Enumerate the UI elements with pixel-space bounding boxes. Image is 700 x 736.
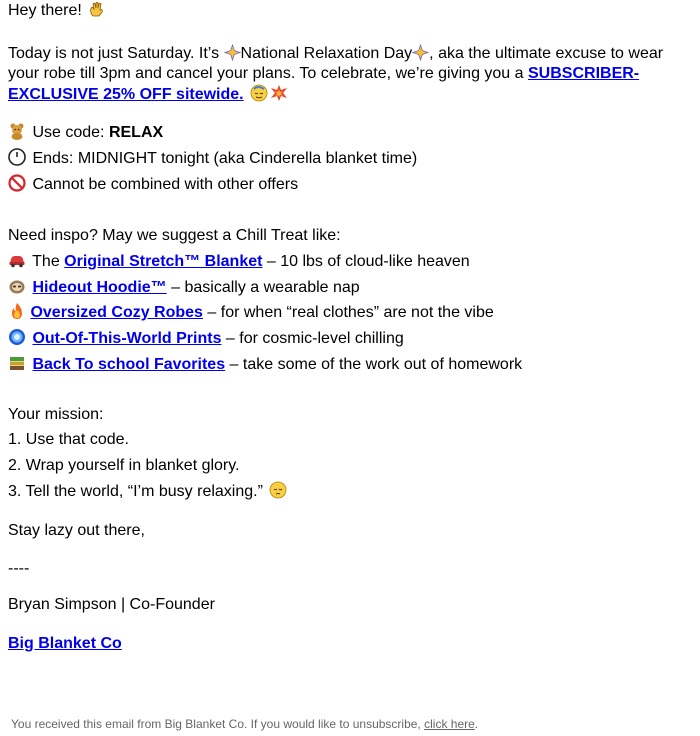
big-blanket-co-link[interactable]: Big Blanket Co bbox=[8, 635, 122, 652]
list-item: Hideout Hoodie™ – basically a wearable nap bbox=[8, 277, 360, 298]
unsubscribe-link[interactable]: click here bbox=[424, 717, 475, 731]
sloth-icon bbox=[8, 277, 26, 295]
intro-paragraph: Today is not just Saturday. It’s National Relaxation Day , aka the ultimate excuse to wear your robe till 3pm and cancel your plans. To celebrate, we’re giving you a SUBSCRIBER-EXCLUSIVE 25% OFF sitewide. bbox=[8, 45, 664, 103]
back-to-school-favorites-link[interactable]: Back To school Favorites bbox=[32, 356, 226, 373]
no-combine-line: Cannot be combined with other offers bbox=[8, 174, 298, 195]
out-of-this-world-prints-link[interactable]: Out-Of-This-World Prints bbox=[32, 330, 222, 347]
code-line: Use code: RELAX bbox=[8, 122, 163, 143]
mission-step: 1. Use that code. bbox=[8, 431, 129, 448]
list-item: Out-Of-This-World Prints – for cosmic-level chilling bbox=[8, 328, 404, 349]
relieved-face-icon bbox=[250, 84, 268, 102]
ends-line: Ends: MIDNIGHT tonight (aka Cinderella blanket time) bbox=[8, 148, 417, 169]
mission-step: 3. Tell the world, “I’m busy relaxing.” bbox=[8, 481, 289, 502]
original-stretch-blanket-link[interactable]: Original Stretch™ Blanket bbox=[64, 253, 263, 270]
hideout-hoodie-link[interactable]: Hideout Hoodie™ bbox=[32, 279, 167, 296]
collision-icon bbox=[270, 84, 288, 102]
signoff: Stay lazy out there, bbox=[8, 522, 145, 539]
books-icon bbox=[8, 354, 26, 372]
discount-link[interactable]: SUBSCRIBER-EXCLUSIVE 25% OFF sitewide. bbox=[8, 65, 640, 103]
bear-icon bbox=[8, 122, 26, 140]
mission-step: 2. Wrap yourself in blanket glory. bbox=[8, 457, 240, 474]
car-icon bbox=[8, 251, 26, 269]
greeting: Hey there! bbox=[8, 0, 108, 21]
pensive-face-icon bbox=[269, 481, 287, 499]
brand-line bbox=[8, 634, 122, 654]
fire-icon bbox=[8, 302, 26, 320]
promo-code: RELAX bbox=[108, 124, 164, 141]
list-item: Back To school Favorites – take some of the work out of homework bbox=[8, 354, 522, 375]
mission-title: Your mission: bbox=[8, 406, 104, 423]
clock-icon bbox=[8, 148, 26, 166]
list-item: The Original Stretch™ Blanket – 10 lbs of cloud-like heaven bbox=[8, 251, 470, 272]
list-item: Oversized Cozy Robes – for when “real clothes” are not the vibe bbox=[8, 302, 494, 323]
email-footer: You received this email from Big Blanket Co. If you would like to unsubscribe, click here. bbox=[11, 717, 479, 731]
divider: ---- bbox=[8, 560, 30, 577]
inspo-lead: Need inspo? May we suggest a Chill Treat like: bbox=[8, 227, 341, 244]
sparkles-icon bbox=[412, 44, 429, 61]
prohibited-icon bbox=[8, 174, 26, 192]
waving-hand-icon bbox=[88, 0, 106, 18]
oversized-cozy-robes-link[interactable]: Oversized Cozy Robes bbox=[30, 304, 203, 321]
planet-icon bbox=[8, 328, 26, 346]
sparkles-icon bbox=[224, 44, 241, 61]
signature: Bryan Simpson | Co-Founder bbox=[8, 596, 215, 613]
